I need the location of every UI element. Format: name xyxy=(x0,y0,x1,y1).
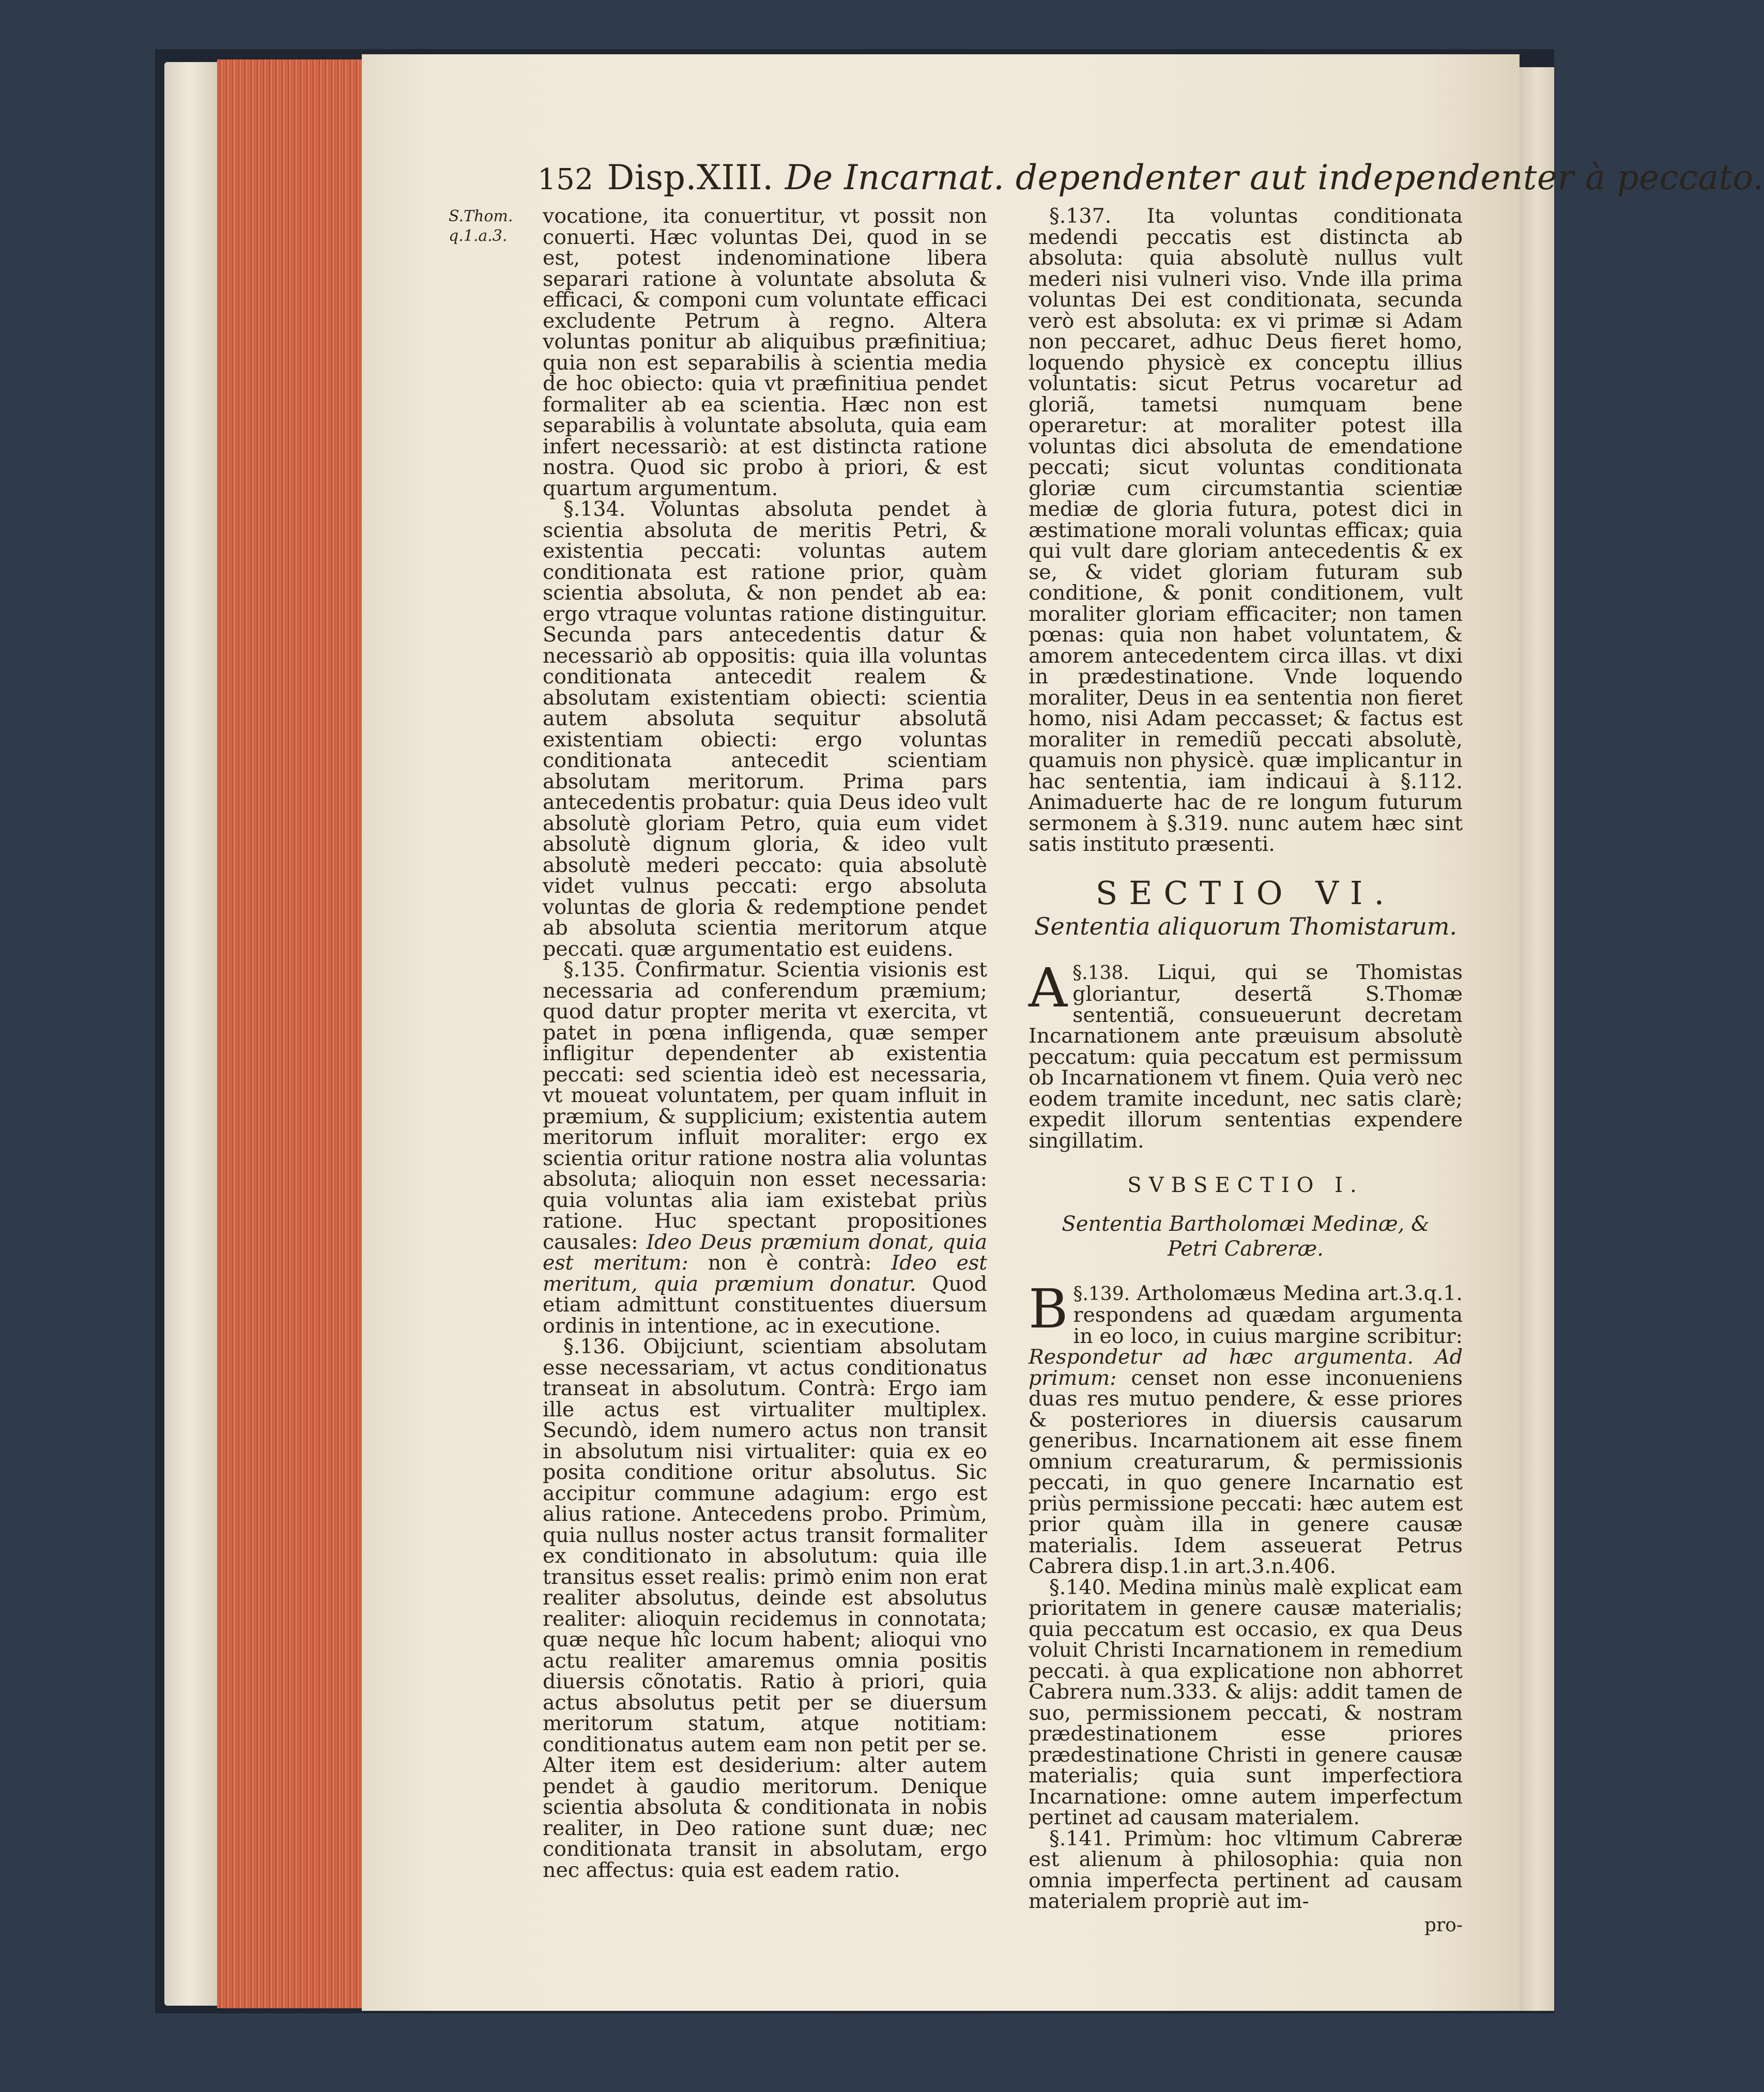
drop-cap: B xyxy=(1029,1277,1068,1340)
header-title: De Incarnat. dependenter aut independenter à peccato. xyxy=(785,158,1764,197)
subsection-subtitle: Sententia Bartholomæi Medinæ, & Petri Cabreræ. xyxy=(1062,1212,1430,1261)
italic-quote: Respondetur ad hæc argumenta. Ad primum: xyxy=(1029,1345,1463,1390)
paragraph-text: Liqui, qui se Thomistas gloriantur, desertã S.Thomæ sententiã, consueuerunt decretam Incarnationem ante præuisum absolutè peccatum: quia peccatum est permissum ob Incarnationem vt finem. Quia verò nec eodem tramite incedunt, nec satis clarè; expedit illorum sententias expendere singillatim. xyxy=(1029,960,1463,1153)
page-number: 152 xyxy=(538,163,594,196)
paragraph-text: §.135. Confirmatur. Scientia visionis est necessaria ad conferendum præmium; quod datur propter merita vt exercita, vt patet in pœna infligenda, quæ semper infligitur dependenter ab existentia peccati: sed scientia ideò est necessaria, vt moueat voluntatem, per quam influit in præmium, & supplicium; existentia autem meritorum influit moraliter: ergo ex scientia oritur ratione nostra alia voluntas absoluta; alioquin non esset necessaria: quia voluntas alia iam existebat priùs ratione. Huc spectant propositiones causales: xyxy=(543,958,987,1254)
paragraph-text: Quod etiam admittunt constituentes diuersum ordinis in intentione, ac in executione. xyxy=(543,1272,987,1338)
catchword: pro- xyxy=(1424,1914,1463,1936)
italic-quote: Ideo est meritum, quia præmium donatur. xyxy=(543,1251,988,1296)
paragraph-number: §.139. xyxy=(1073,1283,1130,1305)
disputation-label: Disp.XIII. xyxy=(607,158,774,197)
section-subtitle: Sententia aliquorum Thomistarum. xyxy=(1034,912,1458,940)
paragraph-number: §.138. xyxy=(1072,962,1129,984)
italic-quote: Ideo Deus præmium donat, quia est meritum: xyxy=(543,1230,987,1275)
subsection-title: SVBSECTIO I. xyxy=(1127,1173,1364,1197)
section-title: SECTIO VI. xyxy=(1095,874,1396,912)
paragraph: §.134. Voluntas absoluta pendet à scientia absoluta de meritis Petri, & existentia peccati: voluntas autem conditionata est ratione prior, quàm scientia absoluta, & non pendet ab ea: ergo vtraque voluntas ratione distinguitur. Secunda pars antecedentis datur & necessariò ab oppositis: quia illa voluntas conditionata antecedit realem & absolutam existentiam obiecti: scientia autem absoluta sequitur absolutã existentiam obiecti: ergo voluntas conditionata antecedit scientiam absolutam meritorum. Prima pars antecedentis probatur: quia Deus ideo vult absolutè gloriam Petro, quia eum videt absolutè dignum gloria, & ideo vult absolutè mederi peccato: quia absolutè videt vulnus peccati: ergo absoluta voluntas de gloria & redemptione pendet ab absoluta scientia meritorum atque peccati. quæ argumentatio est euidens. xyxy=(543,497,987,961)
paragraph: vocatione, ita conuertitur, vt possit non conuerti. Hæc voluntas Dei, quod in se est, potest indenominatione libera separari ratione à voluntate absoluta & efficaci, & componi cum voluntate efficaci excludente Petrum à regno. Altera voluntas ponitur ab aliquibus præfinitiua; quia non est separabilis à scientia media de hoc obiecto: quia vt præfinitiua pendet formaliter ab ea scientia. Hæc non est separabilis à voluntate absoluta, quia eam infert necessariò: at est distincta ratione nostra. Quod sic probo à priori, & est quartum argumentum. xyxy=(543,204,987,500)
paragraph: §.137. Ita voluntas conditionata medendi peccatis est distincta ab absoluta: quia absolutè nullus vult mederi nisi vulneri viso. Vnde illa prima voluntas Dei est conditionata, secunda verò est absoluta: ex vi primæ si Adam non peccaret, adhuc Deus fieret homo, loquendo physicè ex conceptu illius voluntatis: sicut Petrus vocaretur ad gloriã, tametsi numquam bene operaretur: at moraliter potest illa voluntas dici absoluta de emendatione peccati; sicut voluntas conditionata gloriæ cum circumstantia scientiæ mediæ de gloria futura, potest dici in æstimatione morali voluntas efficax; quia qui vult dare gloriam antecedentis & ex se, & videt gloriam futuram sub conditione, & ponit conditionem, vult moraliter gloriam efficaciter; non tamen pœnas: quia non habet voluntatem, & amorem antecedentem circa illas. vt dixi in prædestinatione. Vnde loquendo moraliter, Deus in ea sententia non fieret homo, nisi Adam peccasset; & factus est moraliter in remediũ peccati absolutè, quamuis non physicè. quæ implicantur in hac sententia, iam indicaui à §.112. Animaduerte hac de re longum futurum sermonem à §.319. nunc autem hæc sint satis instituto præsenti. xyxy=(1029,204,1463,856)
paragraph xyxy=(1029,956,1463,1153)
paragraph-text: Artholomæus Medina art.3.q.1. respondens ad quædam argumenta in eo loco, in cuius margine scribitur: xyxy=(1073,1281,1463,1348)
right-column xyxy=(1029,206,1463,1936)
paragraph-text: non è contrà: xyxy=(708,1251,872,1275)
paragraph xyxy=(1029,1277,1463,1578)
paragraph: §.140. Medina minùs malè explicat eam prioritatem in genere causæ materialis; quia peccatum est occasio, ex qua Deus voluit Christi Incarnationem in remedium peccati. à qua explicatione non abhorret Cabrera num.333. & alijs: addit tamen de suo, permissionem peccati, & nostram prædestinationem esse priores prædestinatione Christi in genere causæ materialis; quia sunt imperfectiora Incarnatione: omne autem imperfectum pertinet ad causam materialem. xyxy=(1029,1575,1463,1829)
paragraph: §.141. Primùm: hoc vltimum Cabreræ est alienum à philosophia: quia non omnia imperfecta pertinent ad causam materialem propriè aut im- xyxy=(1029,1826,1463,1913)
paragraph xyxy=(543,959,987,1336)
drop-cap: A xyxy=(1029,956,1068,1019)
running-header xyxy=(538,158,1764,199)
page-edges-red xyxy=(217,59,372,2008)
paragraph: §.136. Obijciunt, scientiam absolutam esse necessariam, vt actus conditionatus transeat in absolutum. Contrà: Ergo iam ille actus est virtualiter multiplex. Secundò, idem numero actus non transit in absolutum nisi virtualiter: quia ex eo posita conditione oritur absolutus. Sic accipitur commune adagium: ergo est alius ratione. Antecedens probo. Primùm, quia nullus noster actus transit formaliter ex conditionato in absolutum: quia ille transitus esset realis: primò enim non erat realiter absolutus, deinde est absolutus realiter: alioquin recidemus in connotata; quæ neque hîc locum habent; alioqui vno actu realiter amaremus omnia positis diuersis cõnotatis. Ratio à priori, quia actus absolutus petit per se diuersum meritorum statum, atque notitiam: conditionatus autem eam non petit per se. Alter item est desiderium: alter autem pendet à gaudio meritorum. Denique scientia absoluta & conditionata in nobis realiter, in Deo ratione sunt duæ; nec conditionata transit in absolutam, ergo nec affectus: quia est eadem ratio. xyxy=(543,1335,987,1882)
marginal-note: S.Thom. q.1.a.3. xyxy=(449,207,513,245)
left-column xyxy=(543,206,987,1881)
paragraph-text: censet non esse inconueniens duas res mutuo pendere, & esse priores & posteriores in diuersis causarum generibus. Incarnationem ait esse finem omnium creaturarum, & permissionis peccati, in quo genere Incarnatio est priùs permissione peccati: hæc autem est prior quàm illa in genere causæ materialis. Idem asseuerat Petrus Cabrera disp.1.in art.3.n.406. xyxy=(1029,1366,1463,1578)
